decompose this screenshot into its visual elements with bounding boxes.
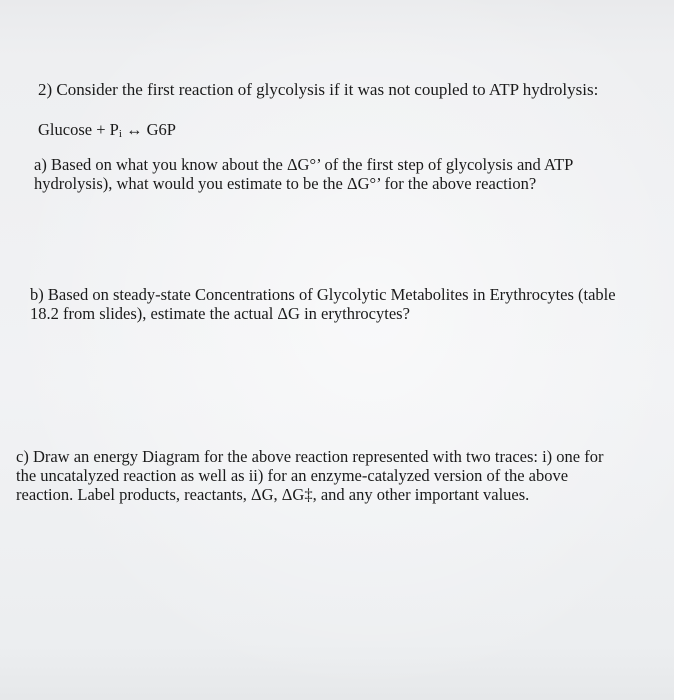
part-c-line-2: the uncatalyzed reaction as well as ii) for an enzyme-catalyzed version of the above xyxy=(16,466,569,485)
reaction-reactant: Glucose + P xyxy=(38,120,119,139)
reaction-equation xyxy=(38,120,176,144)
question-title: 2) Consider the first reaction of glycolysis if it was not coupled to ATP hydrolysis: xyxy=(38,80,599,99)
reaction-product: G6P xyxy=(146,120,176,139)
part-a-text xyxy=(34,155,573,193)
part-b-text xyxy=(30,285,616,323)
part-a-line-1: a) Based on what you know about the ΔG°’ of the first step of glycolysis and ATP xyxy=(34,155,574,174)
part-a-line-2: hydrolysis), what would you estimate to be the ΔG°’ for the above reaction? xyxy=(34,174,537,193)
reaction-subscript: i xyxy=(118,128,122,140)
part-b-line-2: 18.2 from slides), estimate the actual ΔG in erythrocytes? xyxy=(30,304,410,323)
reaction-arrow: ↔ xyxy=(126,120,143,139)
part-b-line-1: b) Based on steady-state Concentrations of Glycolytic Metabolites in Erythrocytes (table xyxy=(30,285,616,304)
part-c-text xyxy=(16,447,603,504)
part-c-line-1: c) Draw an energy Diagram for the above reaction represented with two traces: i) one for xyxy=(16,447,604,466)
part-c-line-3: reaction. Label products, reactants, ΔG, ΔG‡, and any other important values. xyxy=(16,485,530,504)
